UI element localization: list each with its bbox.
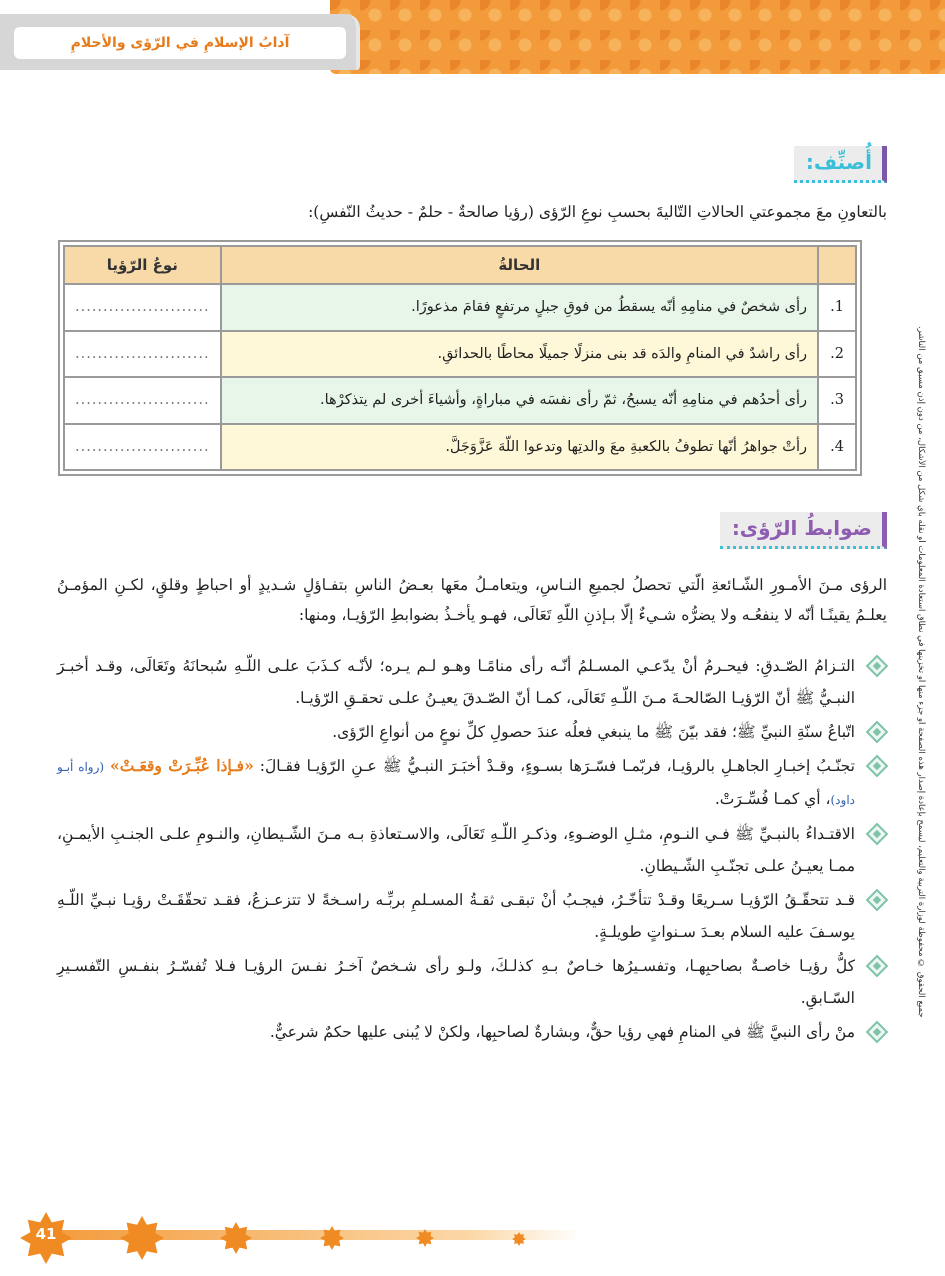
diamond-bullet-icon — [866, 955, 889, 978]
answer-blank[interactable]: ........................ — [64, 424, 221, 471]
page-number: 41 — [35, 1225, 57, 1243]
rule-text: منْ رأى النبيَّ ﷺ في المنامِ فهي رؤيا حقٌّ، وبشارةٌ لصاحبِها، ولكنْ لا يُبنى عليها حكمٌ شرعيٌّ. — [269, 1023, 855, 1041]
section-heading-rules: ضوابطُ الرّؤى: — [720, 512, 887, 549]
section-heading-classify: أُصنِّف: — [794, 146, 887, 183]
classification-table — [58, 240, 862, 476]
diamond-bullet-icon — [866, 1021, 889, 1044]
diamond-bullet-icon — [866, 655, 889, 678]
rule-text: تجنّـبُ إخبـارِ الجاهـلِ بالرؤيـا، فربّمـا فسّـرَها بسـوءٍ، وقـدْ أخبَـرَ النبـيُّ ﷺ عـنِ الرّؤيـا فقـالَ: — [259, 757, 855, 775]
hadith-quote: «فـإذا عُبِّـرَتْ وقعَـتْ» — [110, 756, 254, 775]
table-header-num — [818, 246, 856, 284]
row-case-text: رأى أحدُهم في منامِهِ أنّه يسبحُ، ثمّ رأى نفسَه في مباراةٍ، وأشياءَ أخرى لم يتذكرْها. — [221, 377, 818, 424]
rules-intro: الرؤى مـنَ الأمـورِ الشّـائعةِ الّتي تحصلُ لجميعِ النـاسِ، ويتعامـلُ معَها بعـضُ الناسِ بتفـاؤلٍ شـديدٍ أو احباطٍ وقلقٍ، لكـنِ المؤمـنُ يعلـمُ يقينًـا أنّه لا ينفعُـه ولا يضرُّه شـيءٌ إلّا بـإذنِ اللّهِ تَعَالَى، فهـو يأخـذُ بضوابطِ الرّؤيـا، ومنها: — [57, 576, 887, 624]
diamond-bullet-icon — [866, 721, 889, 744]
footer-star-icon — [220, 1222, 252, 1254]
table-header-type: نوعُ الرّؤيا — [64, 246, 221, 284]
row-number: 1. — [818, 284, 856, 331]
row-number: 4. — [818, 424, 856, 471]
footer-star-icon — [120, 1216, 164, 1260]
list-item — [57, 950, 887, 1014]
diamond-bullet-icon — [866, 755, 889, 778]
table-row — [64, 377, 856, 424]
header-pattern — [330, 0, 945, 74]
rules-list — [57, 650, 887, 1050]
list-item — [57, 716, 887, 748]
copyright-notice: جميع الحقوق © محفوظة لوزارة التربية والتعليم، ليسمح بإعادة إصدار هذه الصفحة أو جزء منها أو تخزينها في نطاق استعادة المعلومات أو نقله بأي شكل من الأشكال، من دون إذن مسبق من الناشر. — [916, 326, 926, 1018]
book-title: آدابُ الإسلامِ في الرّؤى والأحلامِ — [14, 27, 346, 59]
rule-text: اتّباعُ سنّةِ النبيِّ ﷺ؛ فقد بيّنَ ﷺ ما ينبغي فعلُه عندَ حصولِ كلِّ نوعٍ من أنواعِ الرّؤى. — [332, 723, 855, 741]
section-intro: بالتعاونِ معَ مجموعتي الحالاتِ التّاليةَ بحسبِ نوعِ الرّؤى (رؤيا صالحةٌ - حلمٌ - حديثُ النّفسِ): — [308, 203, 887, 221]
hadith-tail: ، أي كمـا فُسِّـرَتْ. — [714, 790, 831, 808]
row-number: 3. — [818, 377, 856, 424]
table-row — [64, 284, 856, 331]
table-row — [64, 424, 856, 471]
answer-blank[interactable]: ........................ — [64, 284, 221, 331]
rule-text: الاقتـداءُ بالنبـيِّ ﷺ فـي النـومِ، مثـلِ الوضـوءِ، وذكـرِ اللّـهِ تَعَالَى، والاسـتعاذةِ بـه مـنَ الشّـيطانِ، والنـومِ علـى الجنـبِ الأيمـنِ، ممـا يعيـنُ علـى تجنّـبِ الشّـيطانِ. — [57, 825, 855, 875]
list-item — [57, 818, 887, 882]
row-case-text: رأتْ جواهرُ أنّها تطوفُ بالكعبةِ معَ والدتِها وتدعوا اللّهَ عَزَّوَجَلَّ. — [221, 424, 818, 471]
answer-blank[interactable]: ........................ — [64, 377, 221, 424]
list-item — [57, 750, 887, 816]
table-row — [64, 331, 856, 378]
row-case-text: رأى راشدٌ في المنامِ والدَه قد بنى منزلًا جميلًا محاطًا بالحدائقِ. — [221, 331, 818, 378]
answer-blank[interactable]: ........................ — [64, 331, 221, 378]
diamond-bullet-icon — [866, 889, 889, 912]
rule-text: التـزامُ الصّـدقِ: فيحـرمُ أنْ يدّعـي المسـلمُ أنّـه رأى منامًـا وهـو لـم يـره؛ لأنّـه كـذَبَ علـى اللّـهِ سُبحانَهُ وتَعَالَى، وقـد أخبـرَ النبـيُّ ﷺ أنّ الرّؤيـا الصّالحـةَ مـنَ اللّـهِ تَعَالَى، كمـا أنّ الصّـدقَ يعيـنُ علـى تحقـقِ الرّؤيـا. — [57, 657, 855, 707]
list-item — [57, 650, 887, 714]
table-header-case: الحالةُ — [221, 246, 818, 284]
list-item — [57, 884, 887, 948]
rule-text: كلُّ رؤيـا خاصـةٌ بصاحبِهـا، وتفسـيرُها خـاصٌ بـهِ كذلـكَ، ولـو رأى شـخصٌ آخـرُ نفـسَ الرؤيـا فـلا تُفسّـرُ بنفـسِ التّفسـيرِ السّـابقِ. — [57, 957, 855, 1007]
rule-text: قـد تتحقّـقُ الرّؤيـا سـريعًا وقـدْ تتأخّـرُ، فيجـبُ أنْ تبقـى ثقـةُ المسـلمِ بربِّـه راسـخةً لا تتزعـزعُ، فقـد تحقّقَـتْ رؤيـا نبـيِّ اللّـهِ يوسـفَ عليه السلام بعـدَ سـنواتٍ طويلـةٍ. — [57, 891, 855, 941]
list-item — [57, 1016, 887, 1048]
header-bar — [0, 14, 360, 70]
row-number: 2. — [818, 331, 856, 378]
row-case-text: رأى شخصٌ في منامِهِ أنّه يسقطُ من فوقِ جبلٍ مرتفعٍ فقامَ مذعورًا. — [221, 284, 818, 331]
hadith-source: (رواه أبـو داود) — [57, 760, 855, 807]
diamond-bullet-icon — [866, 823, 889, 846]
